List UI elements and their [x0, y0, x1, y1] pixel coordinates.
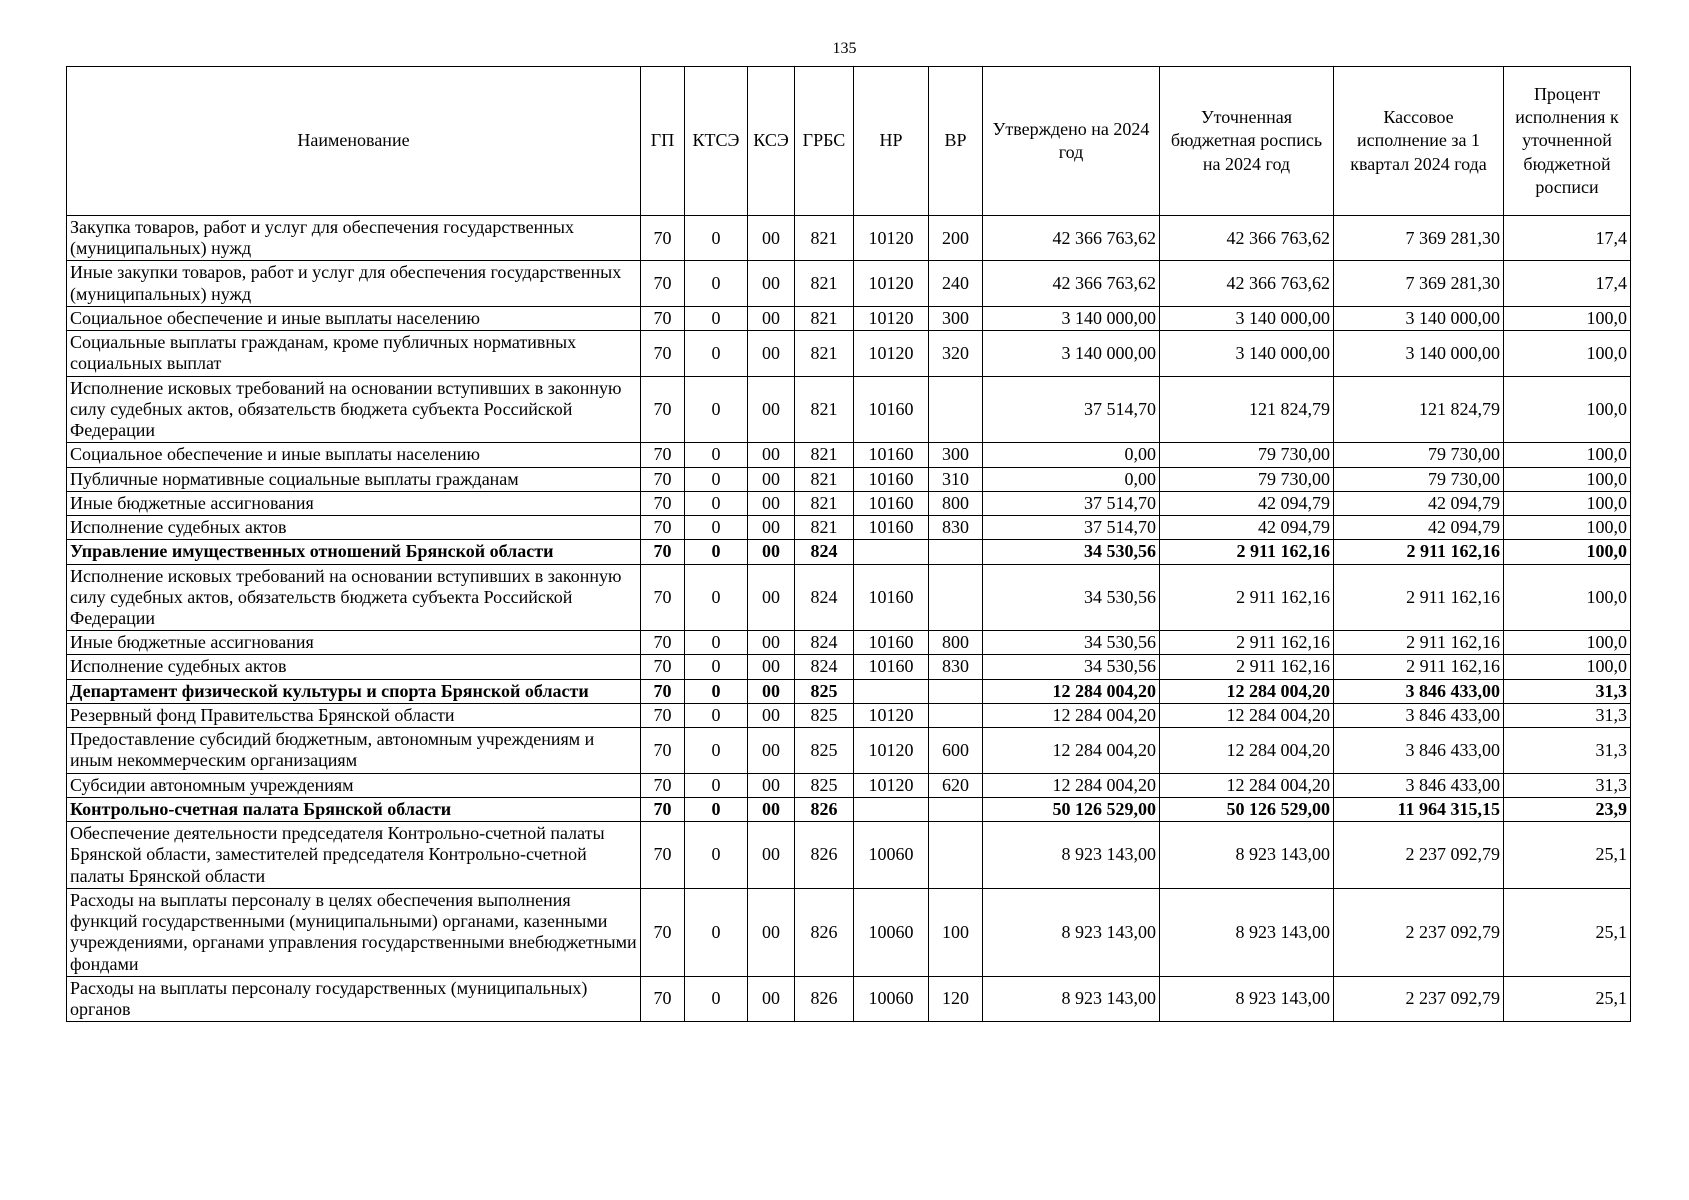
cell-name: Публичные нормативные социальные выплаты гражданам — [67, 467, 641, 491]
cell-grbs: 824 — [795, 655, 854, 679]
cell-refined: 121 824,79 — [1160, 376, 1334, 443]
cell-percent: 100,0 — [1504, 540, 1631, 564]
cell-kse: 00 — [748, 797, 795, 821]
cell-percent: 100,0 — [1504, 631, 1631, 655]
table-row — [67, 564, 1631, 631]
cell-percent: 31,3 — [1504, 728, 1631, 773]
cell-kse: 00 — [748, 331, 795, 376]
cell-refined: 8 923 143,00 — [1160, 976, 1334, 1021]
cell-ktse: 0 — [685, 516, 748, 540]
cell-grbs: 826 — [795, 797, 854, 821]
cell-vr: 200 — [929, 216, 983, 261]
cell-nr: 10120 — [854, 306, 929, 330]
table-row — [67, 443, 1631, 467]
cell-percent: 100,0 — [1504, 516, 1631, 540]
cell-refined: 8 923 143,00 — [1160, 888, 1334, 976]
col-header-percent: Процент исполнения к уточненной бюджетной росписи — [1504, 67, 1631, 216]
cell-nr: 10160 — [854, 631, 929, 655]
table-row — [67, 888, 1631, 976]
cell-ktse: 0 — [685, 822, 748, 889]
cell-grbs: 821 — [795, 491, 854, 515]
cell-approved: 34 530,56 — [983, 540, 1160, 564]
cell-kse: 00 — [748, 306, 795, 330]
cell-approved: 34 530,56 — [983, 631, 1160, 655]
cell-approved: 12 284 004,20 — [983, 773, 1160, 797]
cell-cash: 7 369 281,30 — [1334, 216, 1504, 261]
cell-grbs: 821 — [795, 376, 854, 443]
cell-refined: 42 366 763,62 — [1160, 216, 1334, 261]
cell-vr — [929, 679, 983, 703]
cell-cash: 2 911 162,16 — [1334, 631, 1504, 655]
cell-ktse: 0 — [685, 773, 748, 797]
cell-kse: 00 — [748, 703, 795, 727]
cell-kse: 00 — [748, 491, 795, 515]
cell-cash: 3 846 433,00 — [1334, 728, 1504, 773]
cell-kse: 00 — [748, 564, 795, 631]
cell-percent: 100,0 — [1504, 564, 1631, 631]
cell-nr — [854, 679, 929, 703]
cell-approved: 8 923 143,00 — [983, 888, 1160, 976]
table-row — [67, 331, 1631, 376]
cell-nr: 10060 — [854, 822, 929, 889]
cell-nr: 10120 — [854, 331, 929, 376]
cell-refined: 42 094,79 — [1160, 516, 1334, 540]
cell-percent: 17,4 — [1504, 216, 1631, 261]
cell-percent: 25,1 — [1504, 976, 1631, 1021]
cell-kse: 00 — [748, 540, 795, 564]
cell-refined: 79 730,00 — [1160, 443, 1334, 467]
cell-vr: 100 — [929, 888, 983, 976]
cell-kse: 00 — [748, 376, 795, 443]
cell-ktse: 0 — [685, 331, 748, 376]
cell-name: Расходы на выплаты персоналу в целях обеспечения выполнения функций государственными (муниципальными) органами, казенными учреждениями, органами управления государственными внебюджетными фондами — [67, 888, 641, 976]
cell-name: Обеспечение деятельности председателя Контрольно-счетной палаты Брянской области, заместителей председателя Контрольно-счетной палаты Брянской области — [67, 822, 641, 889]
cell-nr: 10120 — [854, 216, 929, 261]
cell-kse: 00 — [748, 655, 795, 679]
cell-name: Расходы на выплаты персоналу государственных (муниципальных) органов — [67, 976, 641, 1021]
cell-cash: 3 846 433,00 — [1334, 679, 1504, 703]
cell-gp: 70 — [641, 655, 685, 679]
cell-percent: 100,0 — [1504, 491, 1631, 515]
cell-gp: 70 — [641, 888, 685, 976]
cell-percent: 100,0 — [1504, 655, 1631, 679]
cell-cash: 42 094,79 — [1334, 516, 1504, 540]
cell-cash: 2 237 092,79 — [1334, 822, 1504, 889]
cell-approved: 12 284 004,20 — [983, 728, 1160, 773]
cell-vr: 800 — [929, 491, 983, 515]
cell-percent: 31,3 — [1504, 703, 1631, 727]
cell-cash: 3 140 000,00 — [1334, 331, 1504, 376]
cell-approved: 8 923 143,00 — [983, 976, 1160, 1021]
cell-ktse: 0 — [685, 540, 748, 564]
cell-vr — [929, 797, 983, 821]
cell-refined: 12 284 004,20 — [1160, 728, 1334, 773]
cell-kse: 00 — [748, 728, 795, 773]
col-header-nr: НР — [854, 67, 929, 216]
cell-kse: 00 — [748, 467, 795, 491]
cell-approved: 3 140 000,00 — [983, 306, 1160, 330]
table-row — [67, 467, 1631, 491]
cell-grbs: 826 — [795, 888, 854, 976]
cell-vr — [929, 822, 983, 889]
cell-gp: 70 — [641, 306, 685, 330]
cell-kse: 00 — [748, 516, 795, 540]
table-row — [67, 631, 1631, 655]
cell-grbs: 821 — [795, 516, 854, 540]
cell-kse: 00 — [748, 976, 795, 1021]
cell-refined: 42 366 763,62 — [1160, 261, 1334, 306]
cell-grbs: 821 — [795, 216, 854, 261]
cell-kse: 00 — [748, 631, 795, 655]
cell-approved: 34 530,56 — [983, 564, 1160, 631]
cell-name: Закупка товаров, работ и услуг для обеспечения государственных (муниципальных) нужд — [67, 216, 641, 261]
cell-vr: 800 — [929, 631, 983, 655]
cell-nr: 10060 — [854, 888, 929, 976]
cell-kse: 00 — [748, 888, 795, 976]
table-row — [67, 703, 1631, 727]
cell-gp: 70 — [641, 540, 685, 564]
cell-name: Предоставление субсидий бюджетным, автономным учреждениям и иным некоммерческим организациям — [67, 728, 641, 773]
cell-kse: 00 — [748, 216, 795, 261]
cell-name: Департамент физической культуры и спорта Брянской области — [67, 679, 641, 703]
cell-grbs: 826 — [795, 822, 854, 889]
cell-gp: 70 — [641, 822, 685, 889]
cell-vr — [929, 703, 983, 727]
cell-ktse: 0 — [685, 261, 748, 306]
cell-cash: 79 730,00 — [1334, 467, 1504, 491]
cell-gp: 70 — [641, 728, 685, 773]
cell-name: Исполнение судебных актов — [67, 655, 641, 679]
cell-refined: 12 284 004,20 — [1160, 773, 1334, 797]
cell-vr: 620 — [929, 773, 983, 797]
cell-gp: 70 — [641, 797, 685, 821]
cell-refined: 3 140 000,00 — [1160, 306, 1334, 330]
cell-ktse: 0 — [685, 443, 748, 467]
cell-gp: 70 — [641, 261, 685, 306]
cell-nr: 10120 — [854, 703, 929, 727]
cell-name: Иные бюджетные ассигнования — [67, 491, 641, 515]
cell-refined: 79 730,00 — [1160, 467, 1334, 491]
col-header-approved: Утверждено на 2024 год — [983, 67, 1160, 216]
cell-percent: 31,3 — [1504, 773, 1631, 797]
cell-vr: 300 — [929, 443, 983, 467]
cell-nr: 10160 — [854, 564, 929, 631]
cell-gp: 70 — [641, 631, 685, 655]
cell-grbs: 825 — [795, 703, 854, 727]
cell-approved: 42 366 763,62 — [983, 261, 1160, 306]
cell-approved: 34 530,56 — [983, 655, 1160, 679]
cell-refined: 12 284 004,20 — [1160, 679, 1334, 703]
cell-cash: 11 964 315,15 — [1334, 797, 1504, 821]
cell-name: Контрольно-счетная палата Брянской области — [67, 797, 641, 821]
cell-kse: 00 — [748, 822, 795, 889]
col-header-kse: КСЭ — [748, 67, 795, 216]
cell-gp: 70 — [641, 564, 685, 631]
cell-nr: 10160 — [854, 467, 929, 491]
cell-cash: 2 237 092,79 — [1334, 976, 1504, 1021]
cell-grbs: 826 — [795, 976, 854, 1021]
cell-percent: 25,1 — [1504, 888, 1631, 976]
cell-gp: 70 — [641, 376, 685, 443]
cell-nr — [854, 540, 929, 564]
col-header-grbs: ГРБС — [795, 67, 854, 216]
cell-grbs: 821 — [795, 467, 854, 491]
table-row — [67, 516, 1631, 540]
cell-refined: 8 923 143,00 — [1160, 822, 1334, 889]
cell-cash: 2 911 162,16 — [1334, 655, 1504, 679]
table-row — [67, 773, 1631, 797]
col-header-ktse: КТСЭ — [685, 67, 748, 216]
cell-gp: 70 — [641, 216, 685, 261]
cell-ktse: 0 — [685, 306, 748, 330]
cell-vr: 310 — [929, 467, 983, 491]
cell-approved: 12 284 004,20 — [983, 679, 1160, 703]
page-number: 135 — [832, 40, 857, 57]
table-row-section — [67, 797, 1631, 821]
cell-nr: 10160 — [854, 516, 929, 540]
cell-refined: 2 911 162,16 — [1160, 564, 1334, 631]
cell-gp: 70 — [641, 331, 685, 376]
cell-refined: 42 094,79 — [1160, 491, 1334, 515]
cell-approved: 0,00 — [983, 443, 1160, 467]
cell-grbs: 824 — [795, 564, 854, 631]
cell-cash: 42 094,79 — [1334, 491, 1504, 515]
cell-gp: 70 — [641, 976, 685, 1021]
table-row — [67, 976, 1631, 1021]
cell-kse: 00 — [748, 261, 795, 306]
table-row — [67, 216, 1631, 261]
cell-percent: 100,0 — [1504, 376, 1631, 443]
cell-ktse: 0 — [685, 467, 748, 491]
cell-name: Субсидии автономным учреждениям — [67, 773, 641, 797]
cell-vr — [929, 540, 983, 564]
cell-ktse: 0 — [685, 564, 748, 631]
cell-cash: 7 369 281,30 — [1334, 261, 1504, 306]
col-header-vr: ВР — [929, 67, 983, 216]
cell-nr: 10120 — [854, 728, 929, 773]
cell-grbs: 825 — [795, 728, 854, 773]
table-row — [67, 491, 1631, 515]
cell-grbs: 824 — [795, 631, 854, 655]
table-header-row — [67, 67, 1631, 216]
table-row — [67, 376, 1631, 443]
col-header-gp: ГП — [641, 67, 685, 216]
cell-gp: 70 — [641, 467, 685, 491]
cell-approved: 50 126 529,00 — [983, 797, 1160, 821]
cell-nr: 10160 — [854, 655, 929, 679]
cell-approved: 37 514,70 — [983, 516, 1160, 540]
cell-approved: 0,00 — [983, 467, 1160, 491]
cell-ktse: 0 — [685, 703, 748, 727]
cell-name: Резервный фонд Правительства Брянской области — [67, 703, 641, 727]
cell-cash: 2 237 092,79 — [1334, 888, 1504, 976]
cell-refined: 2 911 162,16 — [1160, 540, 1334, 564]
cell-refined: 3 140 000,00 — [1160, 331, 1334, 376]
col-header-cash: Кассовое исполнение за 1 квартал 2024 года — [1334, 67, 1504, 216]
cell-percent: 100,0 — [1504, 331, 1631, 376]
cell-gp: 70 — [641, 773, 685, 797]
cell-refined: 2 911 162,16 — [1160, 631, 1334, 655]
cell-vr: 120 — [929, 976, 983, 1021]
cell-cash: 2 911 162,16 — [1334, 540, 1504, 564]
cell-cash: 121 824,79 — [1334, 376, 1504, 443]
table-row-section — [67, 540, 1631, 564]
cell-ktse: 0 — [685, 888, 748, 976]
cell-vr: 600 — [929, 728, 983, 773]
cell-percent: 31,3 — [1504, 679, 1631, 703]
cell-vr — [929, 564, 983, 631]
cell-percent: 23,9 — [1504, 797, 1631, 821]
cell-refined: 2 911 162,16 — [1160, 655, 1334, 679]
cell-grbs: 825 — [795, 773, 854, 797]
cell-gp: 70 — [641, 679, 685, 703]
budget-execution-table — [66, 66, 1631, 1022]
cell-cash: 3 846 433,00 — [1334, 773, 1504, 797]
cell-percent: 17,4 — [1504, 261, 1631, 306]
table-body — [67, 216, 1631, 1022]
cell-approved: 37 514,70 — [983, 376, 1160, 443]
cell-grbs: 821 — [795, 443, 854, 467]
cell-ktse: 0 — [685, 976, 748, 1021]
cell-nr: 10120 — [854, 773, 929, 797]
cell-approved: 42 366 763,62 — [983, 216, 1160, 261]
cell-ktse: 0 — [685, 797, 748, 821]
cell-name: Исполнение исковых требований на основании вступивших в законную силу судебных актов, обязательств бюджета субъекта Российской Федерации — [67, 376, 641, 443]
cell-nr: 10120 — [854, 261, 929, 306]
cell-gp: 70 — [641, 516, 685, 540]
cell-name: Управление имущественных отношений Брянской области — [67, 540, 641, 564]
cell-name: Иные бюджетные ассигнования — [67, 631, 641, 655]
cell-kse: 00 — [748, 773, 795, 797]
cell-percent: 100,0 — [1504, 306, 1631, 330]
cell-nr: 10060 — [854, 976, 929, 1021]
cell-ktse: 0 — [685, 631, 748, 655]
cell-vr: 830 — [929, 655, 983, 679]
cell-ktse: 0 — [685, 728, 748, 773]
cell-ktse: 0 — [685, 216, 748, 261]
cell-name: Иные закупки товаров, работ и услуг для обеспечения государственных (муниципальных) нужд — [67, 261, 641, 306]
cell-ktse: 0 — [685, 679, 748, 703]
cell-name: Социальное обеспечение и иные выплаты населению — [67, 443, 641, 467]
cell-refined: 12 284 004,20 — [1160, 703, 1334, 727]
cell-vr: 830 — [929, 516, 983, 540]
cell-ktse: 0 — [685, 376, 748, 443]
cell-gp: 70 — [641, 443, 685, 467]
cell-cash: 2 911 162,16 — [1334, 564, 1504, 631]
cell-approved: 37 514,70 — [983, 491, 1160, 515]
cell-ktse: 0 — [685, 655, 748, 679]
table-row — [67, 728, 1631, 773]
table-row-section — [67, 679, 1631, 703]
cell-percent: 100,0 — [1504, 443, 1631, 467]
col-header-refined: Уточненная бюджетная роспись на 2024 год — [1160, 67, 1334, 216]
table-row — [67, 822, 1631, 889]
cell-vr: 320 — [929, 331, 983, 376]
cell-gp: 70 — [641, 703, 685, 727]
cell-grbs: 821 — [795, 306, 854, 330]
cell-percent: 100,0 — [1504, 467, 1631, 491]
col-header-name: Наименование — [67, 67, 641, 216]
cell-vr — [929, 376, 983, 443]
cell-approved: 8 923 143,00 — [983, 822, 1160, 889]
cell-nr: 10160 — [854, 376, 929, 443]
cell-percent: 25,1 — [1504, 822, 1631, 889]
cell-approved: 12 284 004,20 — [983, 703, 1160, 727]
cell-nr: 10160 — [854, 491, 929, 515]
table-row — [67, 261, 1631, 306]
cell-cash: 3 846 433,00 — [1334, 703, 1504, 727]
cell-grbs: 821 — [795, 331, 854, 376]
cell-grbs: 825 — [795, 679, 854, 703]
cell-name: Социальное обеспечение и иные выплаты населению — [67, 306, 641, 330]
cell-name: Социальные выплаты гражданам, кроме публичных нормативных социальных выплат — [67, 331, 641, 376]
cell-cash: 3 140 000,00 — [1334, 306, 1504, 330]
cell-approved: 3 140 000,00 — [983, 331, 1160, 376]
cell-name: Исполнение исковых требований на основании вступивших в законную силу судебных актов, обязательств бюджета субъекта Российской Федерации — [67, 564, 641, 631]
cell-nr: 10160 — [854, 443, 929, 467]
cell-vr: 240 — [929, 261, 983, 306]
cell-grbs: 824 — [795, 540, 854, 564]
cell-kse: 00 — [748, 443, 795, 467]
table-row — [67, 655, 1631, 679]
cell-nr — [854, 797, 929, 821]
cell-kse: 00 — [748, 679, 795, 703]
cell-ktse: 0 — [685, 491, 748, 515]
cell-grbs: 821 — [795, 261, 854, 306]
cell-cash: 79 730,00 — [1334, 443, 1504, 467]
cell-gp: 70 — [641, 491, 685, 515]
cell-vr: 300 — [929, 306, 983, 330]
cell-refined: 50 126 529,00 — [1160, 797, 1334, 821]
cell-name: Исполнение судебных актов — [67, 516, 641, 540]
table-row — [67, 306, 1631, 330]
